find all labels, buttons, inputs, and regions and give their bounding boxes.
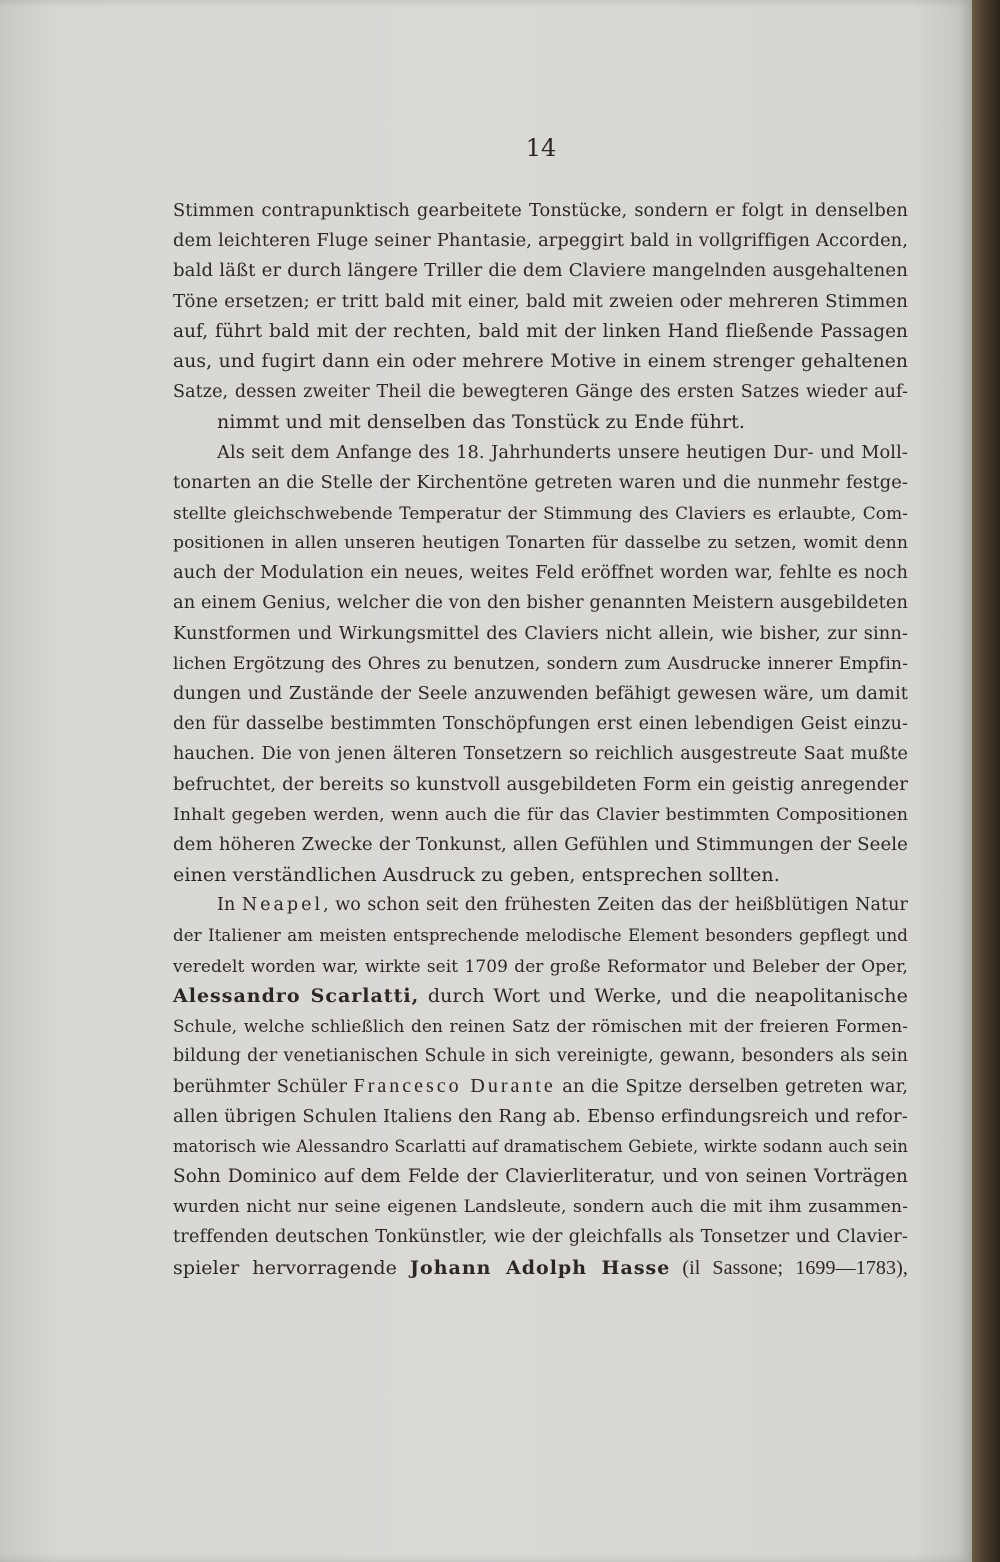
paragraph-1: [173, 196, 908, 438]
text-segment: (il Sassone; 1699—1783),: [670, 1256, 908, 1279]
person-name: Alessandro Scarlatti,: [173, 984, 420, 1007]
text-line: [173, 890, 908, 920]
text-body: [173, 196, 908, 1283]
text-line: dem leichteren Fluge seiner Phantasie, arpeggirt bald in vollgriffigen Accorden,: [173, 230, 908, 252]
text-line: allen übrigen Schulen Italiens den Rang ab. Ebenso erfindungsreich und refor-: [173, 1105, 908, 1127]
person-name: Johann Adolph Hasse: [410, 1256, 671, 1279]
text-line: dungen und Zustände der Seele anzuwenden befähigt gewesen wäre, um damit: [173, 683, 908, 704]
text-segment: berühmter Schüler: [173, 1076, 354, 1098]
text-line: nimmt und mit denselben das Tonstück zu Ende führt.: [217, 411, 746, 434]
text-line: dem höheren Zwecke der Tonkunst, allen Gefühlen und Stimmungen der Seele: [173, 833, 908, 855]
text-line: einen verständlichen Ausdruck zu geben, entsprechen sollten.: [173, 864, 780, 887]
text-line: befruchtet, der bereits so kunstvoll ausgebildeten Form ein geistig anregender: [173, 773, 908, 795]
text-line: wurden nicht nur seine eigenen Landsleute, sondern auch die mit ihm zusammen-: [173, 1197, 908, 1218]
text-line: bildung der venetianischen Schule in sich vereinigte, gewann, besonders als sein: [173, 1046, 908, 1067]
text-line: Als seit dem Anfange des 18. Jahrhunderts unsere heutigen Dur- und Moll-: [217, 441, 908, 463]
paragraph-3: [173, 890, 908, 1282]
text-line: Satze, dessen zweiter Theil die bewegteren Gänge des ersten Satzes wieder auf-: [173, 382, 908, 403]
text-line: den für dasselbe bestimmten Tonschöpfungen erst einen lebendigen Geist einzu-: [173, 714, 908, 735]
text-line: hauchen. Die von jenen älteren Tonsetzern so reichlich ausgestreute Saat mußte: [173, 744, 908, 765]
place-name: Neapel: [241, 895, 324, 916]
text-line: [173, 981, 908, 1011]
text-line: treffenden deutschen Tonkünstler, wie der gleichfalls als Tonsetzer und Clavier-: [173, 1226, 908, 1248]
text-segment: , wo schon seit den frühesten Zeiten das der heißblütigen Natur: [323, 895, 909, 916]
text-line: auch der Modulation ein neues, weites Feld eröffnet worden war, fehlte es noch: [173, 562, 908, 584]
text-line: lichen Ergötzung des Ohres zu benutzen, sondern zum Ausdrucke innerer Empfin-: [173, 653, 908, 674]
text-line: der Italiener am meisten entsprechende melodische Element besonders gepflegt und: [173, 925, 908, 945]
book-spine-edge: [972, 0, 1000, 1562]
text-line: auf, führt bald mit der rechten, bald mit der linken Hand fließende Passagen: [173, 320, 908, 342]
text-segment: In: [217, 895, 242, 916]
text-segment: an die Spitze derselben getreten war,: [555, 1076, 908, 1098]
person-name: Francesco Durante: [353, 1075, 556, 1098]
text-line: Kunstformen und Wirkungsmittel des Claviers nicht allein, wie bisher, zur sinn-: [173, 622, 908, 644]
text-line: veredelt worden war, wirkte seit 1709 der große Reformator und Beleber der Oper,: [173, 955, 908, 976]
text-line: aus, und fugirt dann ein oder mehrere Motive in einem strenger gehaltenen: [173, 350, 908, 372]
text-segment: spieler hervorragende: [173, 1256, 411, 1279]
text-line: Töne ersetzen; er tritt bald mit einer, bald mit zweien oder mehreren Stimmen: [173, 290, 908, 312]
text-line: positionen in allen unseren heutigen Tonarten für dasselbe zu setzen, womit denn: [173, 533, 908, 554]
text-line: Sohn Dominico auf dem Felde der Clavierliteratur, und von seinen Vorträgen: [173, 1166, 908, 1187]
text-line: Schule, welche schließlich den reinen Satz der römischen mit der freieren Formen-: [173, 1016, 908, 1037]
text-line: [173, 1253, 908, 1283]
text-segment: durch Wort und Werke, und die neapolitanische: [419, 984, 908, 1007]
text-line: matorisch wie Alessandro Scarlatti auf dramatischem Gebiete, wirkte sodann auch sein: [173, 1136, 908, 1156]
page-number: 14: [525, 134, 557, 162]
text-line: stellte gleichschwebende Temperatur der Stimmung des Claviers es erlaubte, Com-: [173, 502, 908, 523]
text-line: Stimmen contrapunktisch gearbeitete Tonstücke, sondern er folgt in denselben: [173, 200, 908, 221]
text-line: Inhalt gegeben werden, wenn auch die für das Clavier bestimmten Compositionen: [173, 804, 908, 825]
text-line: an einem Genius, welcher die von den bisher genannten Meistern ausgebildeten: [173, 592, 909, 614]
text-line: tonarten an die Stelle der Kirchentöne getreten waren und die nunmehr festge-: [173, 471, 908, 493]
text-line: [173, 1071, 908, 1101]
paragraph-2: [173, 438, 908, 891]
text-line: bald läßt er durch längere Triller die dem Claviere mangelnden ausgehaltenen: [173, 260, 908, 282]
